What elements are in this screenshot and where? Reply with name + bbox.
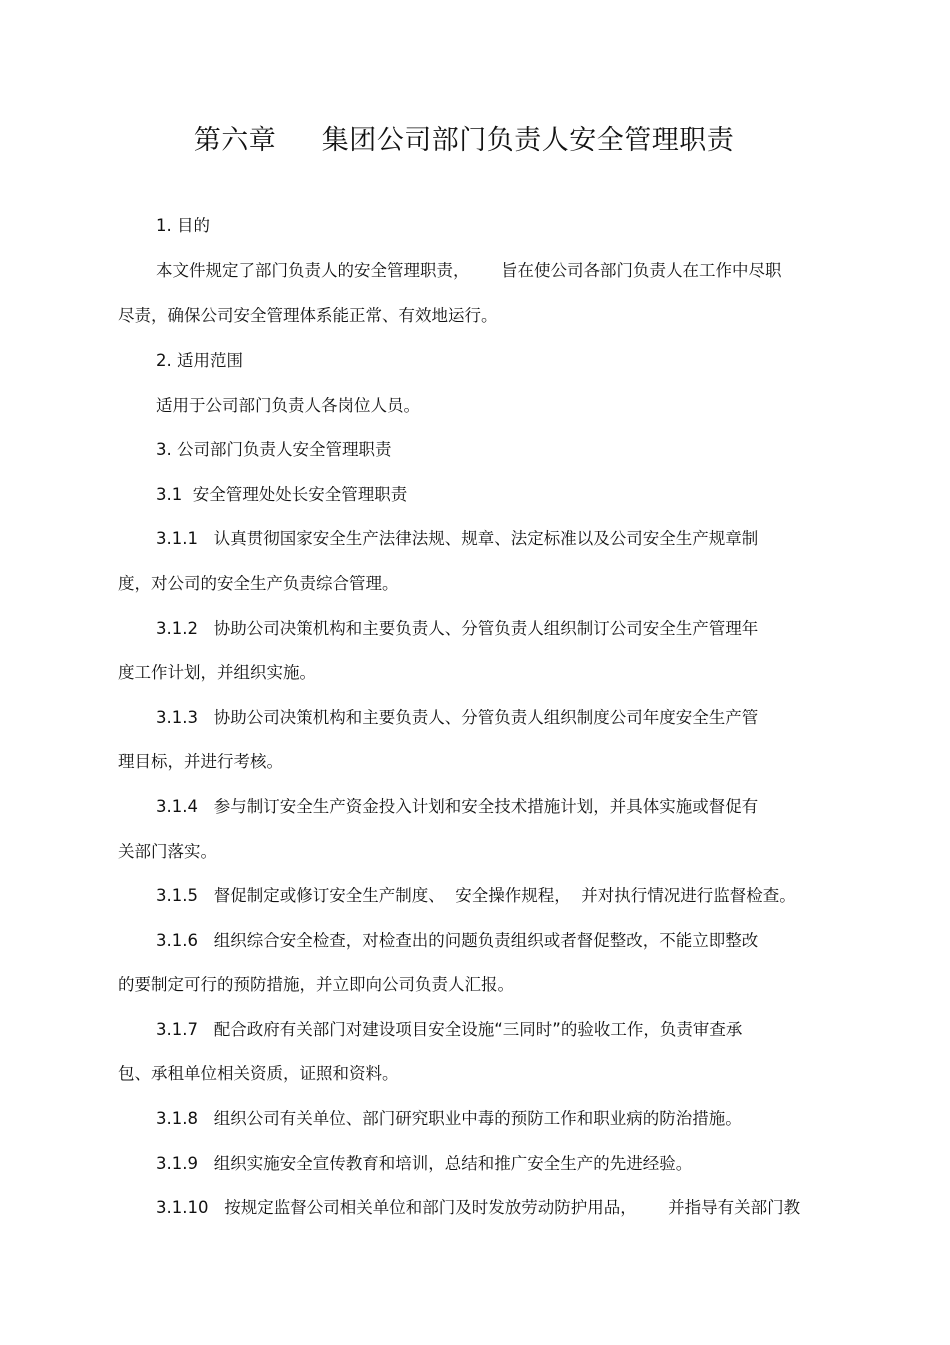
paragraph-line: 本文件规定了部门负责人的安全管理职责， 旨在使公司各部门负责人在工作中尽职 [156,261,782,280]
paragraph-line: 度工作计划，并组织实施。 [118,663,316,682]
subsection-heading: 3.1 安全管理处处长安全管理职责 [156,485,408,504]
paragraph-line: 3.1.4 参与制订安全生产资金投入计划和安全技术措施计划，并具体实施或督促有 [156,797,759,816]
paragraph-line: 3.1.1 认真贯彻国家安全生产法律法规、规章、法定标准以及公司安全生产规章制 [156,529,759,548]
paragraph-line: 理目标，并进行考核。 [118,752,283,771]
paragraph-line: 关部门落实。 [118,842,217,861]
paragraph-line: 的要制定可行的预防措施，并立即向公司负责人汇报。 [118,975,514,994]
paragraph-line: 3.1.6 组织综合安全检查，对检查出的问题负责组织或者督促整改，不能立即整改 [156,931,759,950]
section-heading: 1. 目的 [156,216,210,235]
paragraph-line: 3.1.3 协助公司决策机构和主要负责人、分管负责人组织制度公司年度安全生产管 [156,708,759,727]
paragraph-line: 包、承租单位相关资质，证照和资料。 [118,1064,399,1083]
section-heading: 3. 公司部门负责人安全管理职责 [156,440,392,459]
paragraph-line: 3.1.8 组织公司有关单位、部门研究职业中毒的预防工作和职业病的防治措施。 [156,1109,742,1128]
section-heading: 2. 适用范围 [156,351,243,370]
paragraph-line: 度，对公司的安全生产负责综合管理。 [118,574,399,593]
paragraph-line: 3.1.10 按规定监督公司相关单位和部门及时发放劳动防护用品， 并指导有关部门教 [156,1198,801,1217]
paragraph-line: 3.1.2 协助公司决策机构和主要负责人、分管负责人组织制订公司安全生产管理年 [156,619,759,638]
paragraph-line: 3.1.9 组织实施安全宣传教育和培训，总结和推广安全生产的先进经验。 [156,1154,693,1173]
paragraph-line: 3.1.7 配合政府有关部门对建设项目安全设施“三同时”的验收工作，负责审查承 [156,1020,743,1039]
paragraph-line: 适用于公司部门负责人各岗位人员。 [156,396,420,415]
paragraph-line: 3.1.5 督促制定或修订安全生产制度、 安全操作规程， 并对执行情况进行监督检查。 [156,886,796,905]
page-title: 第六章 集团公司部门负责人安全管理职责 [193,125,735,156]
paragraph-line: 尽责，确保公司安全管理体系能正常、有效地运行。 [118,306,498,325]
